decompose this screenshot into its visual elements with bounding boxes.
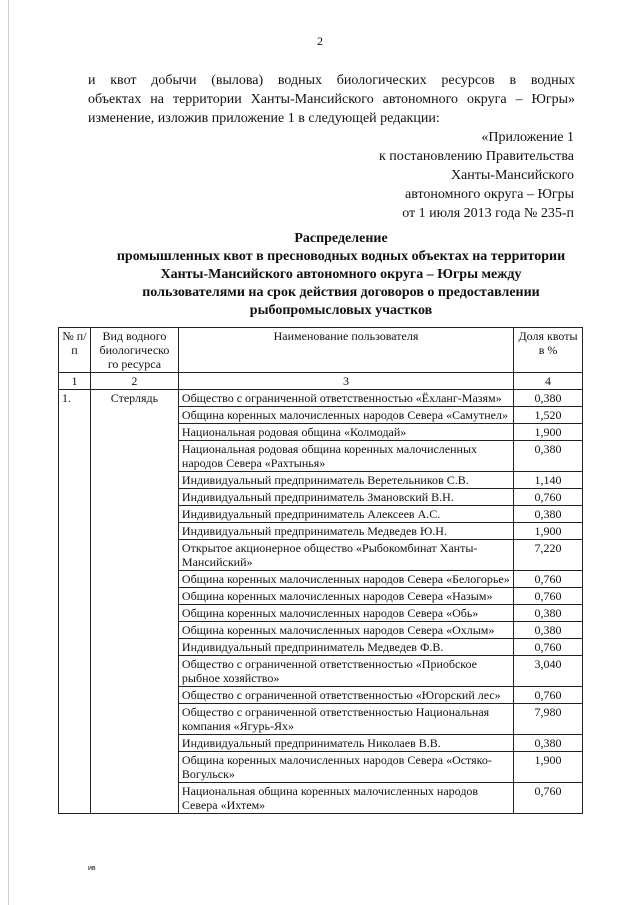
- share-cell: 0,380: [514, 622, 583, 639]
- header-user: Наименование пользователя: [178, 328, 513, 373]
- share-cell: 7,220: [514, 540, 583, 571]
- document-title: [66, 230, 616, 320]
- appendix-line: от 1 июля 2013 года № 235-п: [402, 206, 574, 221]
- share-cell: 0,380: [514, 390, 583, 407]
- page-number: 2: [317, 34, 323, 48]
- user-cell: Индивидуальный предприниматель Змановский В.Н.: [178, 489, 513, 506]
- user-cell: Национальная община коренных малочисленных народов Севера «Ихтем»: [178, 783, 513, 814]
- intro-line: и квот добычи (вылова) водных биологических ресурсов в водных: [88, 73, 575, 88]
- column-number: 2: [90, 373, 178, 390]
- share-cell: 7,980: [514, 704, 583, 735]
- share-cell: 0,760: [514, 639, 583, 656]
- share-cell: 0,380: [514, 441, 583, 472]
- column-number-row: [59, 373, 583, 390]
- share-cell: 0,760: [514, 571, 583, 588]
- title-line: пользователями на срок действия договоров о предоставлении: [142, 285, 540, 300]
- user-cell: Индивидуальный предприниматель Веретельников С.В.: [178, 472, 513, 489]
- column-number: 1: [59, 373, 91, 390]
- table-header-row: [59, 328, 583, 373]
- title-line: рыбопромысловых участков: [249, 303, 433, 318]
- species-cell: Стерлядь: [90, 390, 178, 814]
- header-species: Вид водного биологическо го ресурса: [90, 328, 178, 373]
- user-cell: Общество с ограниченной ответственностью Национальная компания «Ягурь-Ях»: [178, 704, 513, 735]
- share-cell: 0,380: [514, 605, 583, 622]
- intro-line: объектах на территории Ханты-Мансийского автономного округа – Югры»: [88, 92, 575, 107]
- user-cell: Общество с ограниченной ответственностью «Югорский лес»: [178, 687, 513, 704]
- user-cell: Индивидуальный предприниматель Алексеев А.С.: [178, 506, 513, 523]
- table-row: [59, 390, 583, 407]
- share-cell: 0,760: [514, 687, 583, 704]
- appendix-line: к постановлению Правительства: [378, 149, 574, 164]
- user-cell: Национальная родовая община «Колмодай»: [178, 424, 513, 441]
- user-cell: Общество с ограниченной ответственностью «Ёхланг-Мазям»: [178, 390, 513, 407]
- appendix-line: автономного округа – Югры: [405, 187, 574, 202]
- header-number: № п/п: [59, 328, 91, 373]
- footer-mark: ив: [88, 865, 96, 872]
- share-cell: 3,040: [514, 656, 583, 687]
- user-cell: Национальная родовая община коренных малочисленных народов Севера «Рахтынья»: [178, 441, 513, 472]
- user-cell: Общество с ограниченной ответственностью «Приобское рыбное хозяйство»: [178, 656, 513, 687]
- scan-margin-line: [8, 0, 9, 905]
- share-cell: 0,760: [514, 489, 583, 506]
- appendix-line: Ханты-Мансийского: [450, 168, 574, 183]
- title-line: промышленных квот в пресноводных водных объектах на территории: [116, 249, 566, 264]
- intro-paragraph: [88, 71, 575, 128]
- user-cell: Открытое акционерное общество «Рыбокомбинат Ханты-Мансийский»: [178, 540, 513, 571]
- share-cell: 1,520: [514, 407, 583, 424]
- group-index: 1.: [59, 390, 91, 814]
- intro-line: изменение, изложив приложение 1 в следующей редакции:: [88, 111, 440, 126]
- user-cell: Община коренных малочисленных народов Севера «Самутнел»: [178, 407, 513, 424]
- user-cell: Индивидуальный предприниматель Медведев Ю.Н.: [178, 523, 513, 540]
- appendix-line: «Приложение 1: [481, 130, 574, 145]
- column-number: 4: [514, 373, 583, 390]
- user-cell: Община коренных малочисленных народов Севера «Охлым»: [178, 622, 513, 639]
- share-cell: 0,380: [514, 506, 583, 523]
- share-cell: 1,140: [514, 472, 583, 489]
- quota-table: [58, 327, 583, 814]
- user-cell: Индивидуальный предприниматель Николаев В.В.: [178, 735, 513, 752]
- header-share: Доля квоты в %: [514, 328, 583, 373]
- user-cell: Община коренных малочисленных народов Севера «Остяко-Вогульск»: [178, 752, 513, 783]
- share-cell: 1,900: [514, 424, 583, 441]
- title-line: Распределение: [294, 231, 388, 246]
- share-cell: 1,900: [514, 752, 583, 783]
- share-cell: 1,900: [514, 523, 583, 540]
- share-cell: 0,380: [514, 735, 583, 752]
- user-cell: Община коренных малочисленных народов Севера «Белогорье»: [178, 571, 513, 588]
- share-cell: 0,760: [514, 783, 583, 814]
- user-cell: Община коренных малочисленных народов Севера «Обь»: [178, 605, 513, 622]
- user-cell: Община коренных малочисленных народов Севера «Назым»: [178, 588, 513, 605]
- appendix-header: [379, 128, 574, 223]
- table-body: [59, 390, 583, 814]
- user-cell: Индивидуальный предприниматель Медведев Ф.В.: [178, 639, 513, 656]
- title-line: Ханты-Мансийского автономного округа – Югры между: [160, 267, 522, 282]
- column-number: 3: [178, 373, 513, 390]
- share-cell: 0,760: [514, 588, 583, 605]
